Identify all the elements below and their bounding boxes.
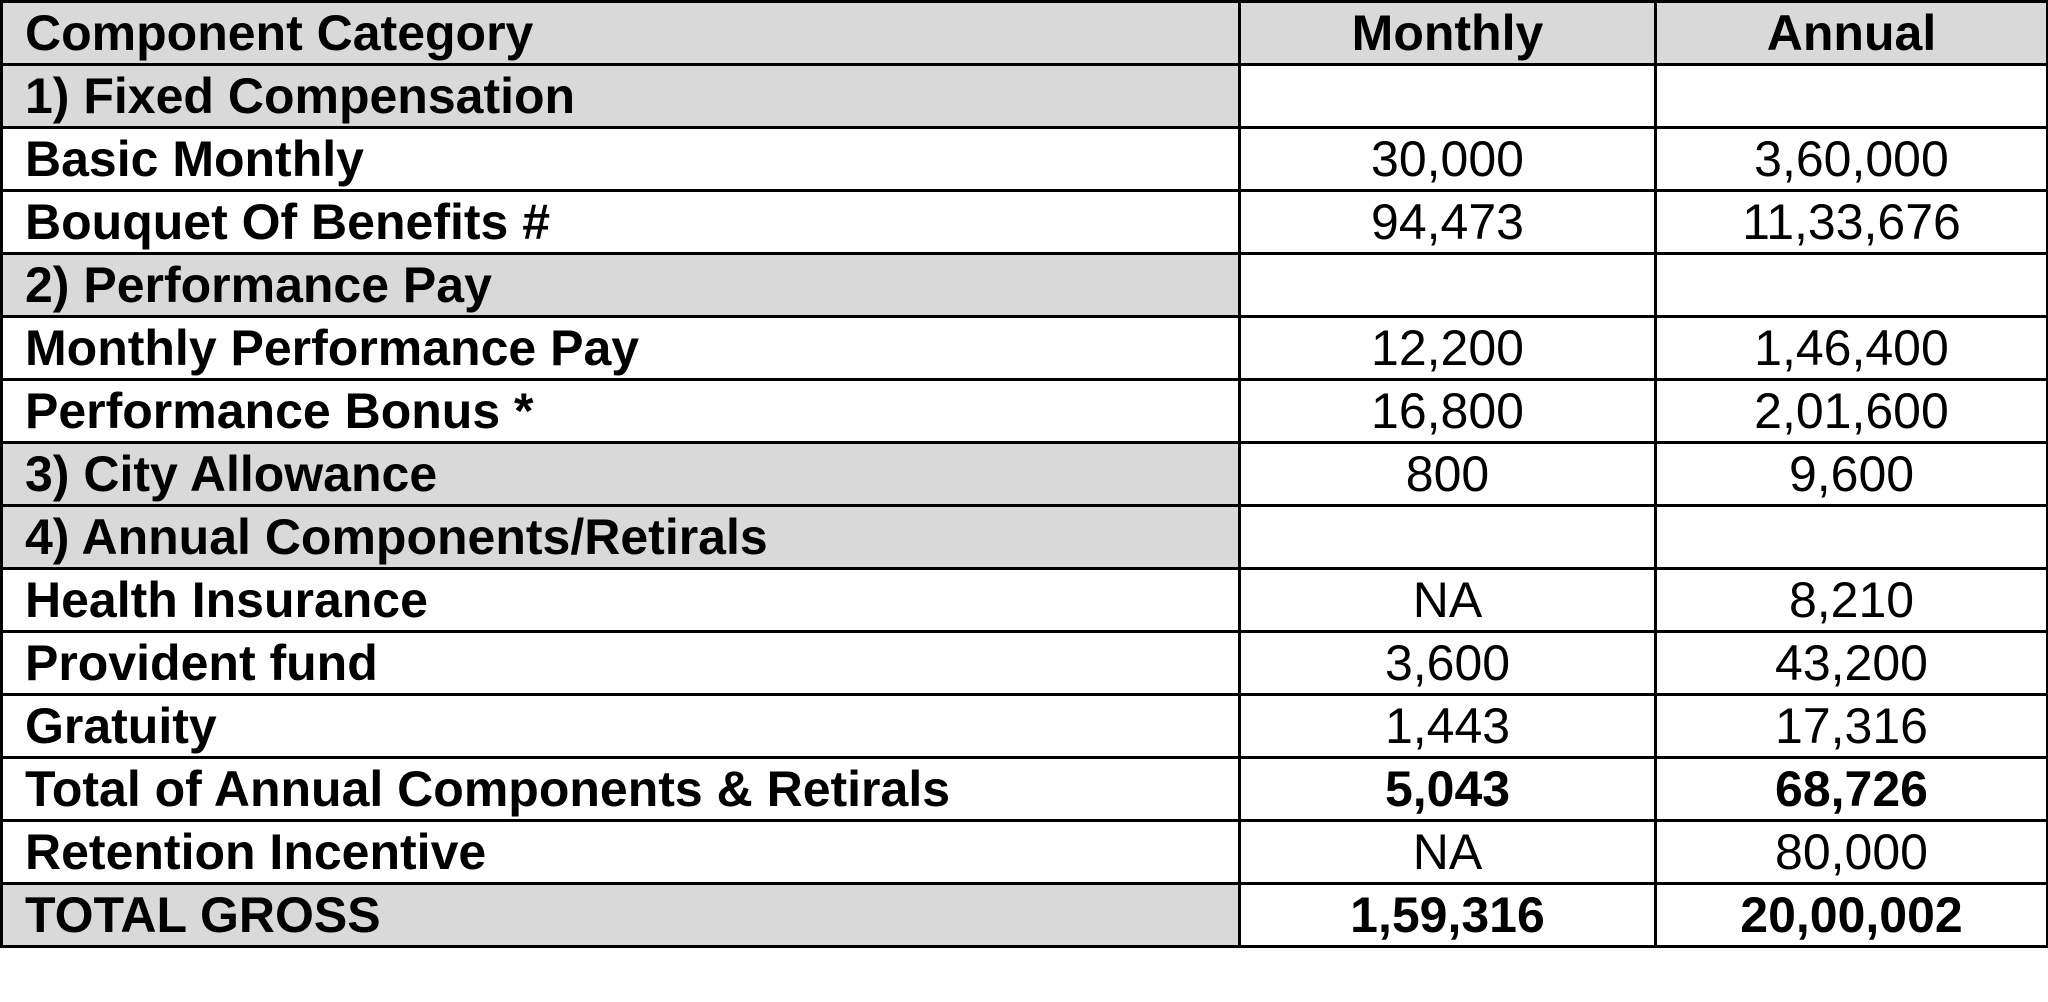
- table-header-row: [2, 2, 2048, 65]
- row-label: Bouquet Of Benefits #: [2, 191, 1240, 254]
- annual-cell: 2,01,600: [1656, 380, 2048, 443]
- table-row-monthly-performance-pay: [2, 317, 2048, 380]
- header-annual: Annual: [1656, 2, 2048, 65]
- annual-cell: 3,60,000: [1656, 128, 2048, 191]
- annual-cell: [1656, 65, 2048, 128]
- table-row-basic-monthly: [2, 128, 2048, 191]
- row-label: Gratuity: [2, 695, 1240, 758]
- row-label: Total of Annual Components & Retirals: [2, 758, 1240, 821]
- row-label: Basic Monthly: [2, 128, 1240, 191]
- total-gross-monthly: 1,59,316: [1240, 884, 1656, 947]
- monthly-cell: 800: [1240, 443, 1656, 506]
- section-label: 3) City Allowance: [2, 443, 1240, 506]
- monthly-cell: 94,473: [1240, 191, 1656, 254]
- monthly-cell: [1240, 65, 1656, 128]
- monthly-cell: 3,600: [1240, 632, 1656, 695]
- row-label: Retention Incentive: [2, 821, 1240, 884]
- row-label: Provident fund: [2, 632, 1240, 695]
- annual-cell: [1656, 506, 2048, 569]
- annual-cell: 68,726: [1656, 758, 2048, 821]
- table-row-gratuity: [2, 695, 2048, 758]
- section-row-performance-pay: [2, 254, 2048, 317]
- section-label: 4) Annual Components/Retirals: [2, 506, 1240, 569]
- monthly-cell: 5,043: [1240, 758, 1656, 821]
- monthly-cell: 12,200: [1240, 317, 1656, 380]
- annual-cell: 11,33,676: [1656, 191, 2048, 254]
- row-label: Monthly Performance Pay: [2, 317, 1240, 380]
- table-row-bouquet-of-benefits: [2, 191, 2048, 254]
- monthly-cell: NA: [1240, 821, 1656, 884]
- section-label: 2) Performance Pay: [2, 254, 1240, 317]
- annual-cell: 17,316: [1656, 695, 2048, 758]
- monthly-cell: 1,443: [1240, 695, 1656, 758]
- section-row-annual-components: [2, 506, 2048, 569]
- annual-cell: 1,46,400: [1656, 317, 2048, 380]
- monthly-cell: 30,000: [1240, 128, 1656, 191]
- total-gross-annual: 20,00,002: [1656, 884, 2048, 947]
- monthly-cell: [1240, 254, 1656, 317]
- table-row-provident-fund: [2, 632, 2048, 695]
- section-row-city-allowance: [2, 443, 2048, 506]
- row-label: Performance Bonus *: [2, 380, 1240, 443]
- annual-cell: 43,200: [1656, 632, 2048, 695]
- monthly-cell: [1240, 506, 1656, 569]
- section-label: 1) Fixed Compensation: [2, 65, 1240, 128]
- annual-cell: [1656, 254, 2048, 317]
- annual-cell: 80,000: [1656, 821, 2048, 884]
- table-row-health-insurance: [2, 569, 2048, 632]
- section-row-fixed-compensation: [2, 65, 2048, 128]
- table-row-retention-incentive: [2, 821, 2048, 884]
- table-row-performance-bonus: [2, 380, 2048, 443]
- annual-cell: 8,210: [1656, 569, 2048, 632]
- row-label: Health Insurance: [2, 569, 1240, 632]
- monthly-cell: NA: [1240, 569, 1656, 632]
- header-component-category: Component Category: [2, 2, 1240, 65]
- total-gross-label: TOTAL GROSS: [2, 884, 1240, 947]
- annual-cell: 9,600: [1656, 443, 2048, 506]
- monthly-cell: 16,800: [1240, 380, 1656, 443]
- table-row-total-gross: [2, 884, 2048, 947]
- table-row-total-annual-components: [2, 758, 2048, 821]
- header-monthly: Monthly: [1240, 2, 1656, 65]
